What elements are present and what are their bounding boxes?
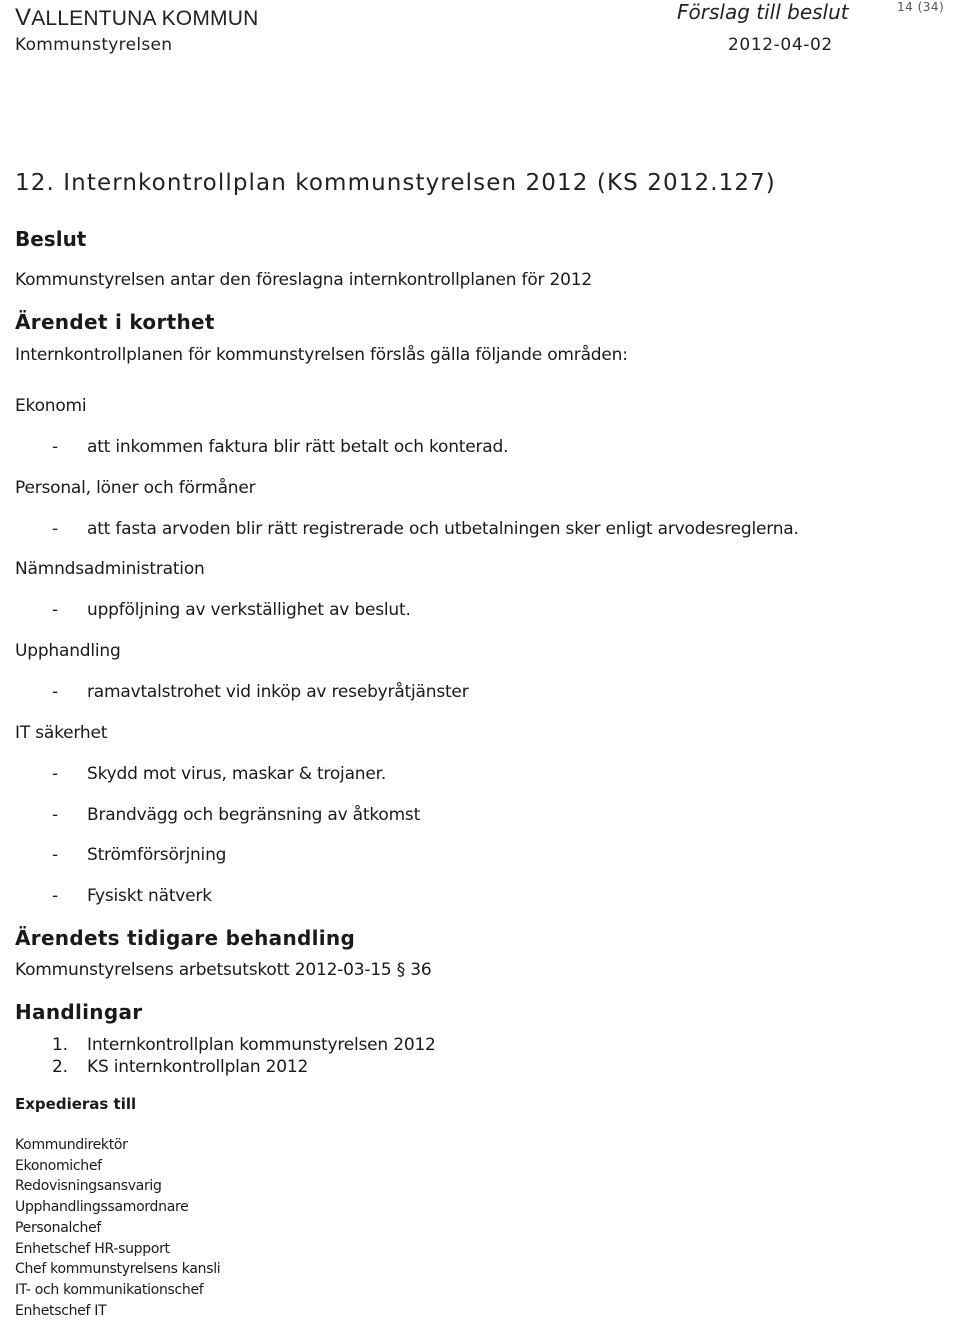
list-item bbox=[52, 845, 226, 865]
bullet-dash: - bbox=[52, 805, 58, 825]
bullet-dash: - bbox=[52, 519, 58, 539]
list-item bbox=[52, 886, 212, 906]
department-name: Kommunstyrelsen bbox=[15, 35, 173, 55]
handling-item bbox=[52, 1035, 436, 1055]
tidigare-text: Kommunstyrelsens arbetsutskott 2012-03-15 § 36 bbox=[15, 960, 432, 980]
organization-rest: ALLENTUNA KOMMUN bbox=[31, 7, 259, 30]
list-item-text: Strömförsörjning bbox=[87, 845, 227, 865]
handlingar-heading: Handlingar bbox=[15, 1000, 143, 1024]
bullet-dash: - bbox=[52, 600, 58, 620]
list-item-text: att fasta arvoden blir rätt registrerade och utbetalningen sker enligt arvodesreglerna. bbox=[87, 519, 799, 539]
bullet-dash: - bbox=[52, 682, 58, 702]
beslut-text: Kommunstyrelsen antar den föreslagna internkontrollplanen för 2012 bbox=[15, 270, 593, 290]
bullet-dash: - bbox=[52, 764, 58, 784]
list-item-text: ramavtalstrohet vid inköp av resebyråtjänster bbox=[87, 682, 469, 702]
handling-text: Internkontrollplan kommunstyrelsen 2012 bbox=[87, 1035, 436, 1055]
document-date: 2012-04-02 bbox=[728, 35, 833, 55]
list-item bbox=[52, 437, 508, 457]
list-item bbox=[52, 764, 386, 784]
recipient-item: Redovisningsansvarig bbox=[15, 1178, 162, 1195]
list-item bbox=[52, 519, 799, 539]
list-item-text: uppföljning av verkställighet av beslut. bbox=[87, 600, 411, 620]
list-item-text: Brandvägg och begränsning av åtkomst bbox=[87, 805, 421, 825]
recipient-item: Enhetschef IT bbox=[15, 1302, 107, 1319]
bullet-dash: - bbox=[52, 886, 58, 906]
recipient-item: Ekonomichef bbox=[15, 1157, 102, 1174]
list-item-text: att inkommen faktura blir rätt betalt och konterad. bbox=[87, 437, 509, 457]
area-heading: Personal, löner och förmåner bbox=[15, 478, 256, 498]
page-number: 14 (34) bbox=[897, 0, 945, 14]
document-type: Förslag till beslut bbox=[677, 0, 849, 24]
arendet-intro: Internkontrollplanen för kommunstyrelsen förslås gälla följande områden: bbox=[15, 345, 628, 365]
bullet-dash: - bbox=[52, 845, 58, 865]
area-heading: Upphandling bbox=[15, 641, 121, 661]
arendet-heading: Ärendet i korthet bbox=[15, 310, 215, 334]
area-heading: Nämndsadministration bbox=[15, 559, 205, 579]
list-item-text: Fysiskt nätverk bbox=[87, 886, 212, 906]
beslut-heading: Beslut bbox=[15, 227, 87, 251]
area-heading: IT säkerhet bbox=[15, 723, 108, 743]
tidigare-heading: Ärendets tidigare behandling bbox=[15, 926, 356, 950]
expedieras-heading: Expedieras till bbox=[15, 1095, 137, 1113]
recipient-list bbox=[15, 1135, 220, 1321]
handling-item bbox=[52, 1057, 308, 1077]
handling-number: 2. bbox=[52, 1057, 68, 1077]
organization-initial: V bbox=[15, 4, 32, 31]
page-title: 12. Internkontrollplan kommunstyrelsen 2012 (KS 2012.127) bbox=[15, 170, 776, 196]
organization-name bbox=[15, 4, 258, 32]
list-item-text: Skydd mot virus, maskar & trojaner. bbox=[87, 764, 387, 784]
list-item bbox=[52, 600, 411, 620]
recipient-item: Enhetschef HR-support bbox=[15, 1240, 170, 1257]
handling-number: 1. bbox=[52, 1035, 68, 1055]
area-heading: Ekonomi bbox=[15, 396, 87, 416]
recipient-item: Upphandlingssamordnare bbox=[15, 1199, 189, 1216]
list-item bbox=[52, 805, 420, 825]
recipient-item: IT- och kommunikationschef bbox=[15, 1281, 204, 1298]
list-item bbox=[52, 682, 469, 702]
bullet-dash: - bbox=[52, 437, 58, 457]
recipient-item: Personalchef bbox=[15, 1219, 102, 1236]
recipient-item: Chef kommunstyrelsens kansli bbox=[15, 1261, 221, 1278]
handling-text: KS internkontrollplan 2012 bbox=[87, 1057, 309, 1077]
recipient-item: Kommundirektör bbox=[15, 1137, 128, 1153]
